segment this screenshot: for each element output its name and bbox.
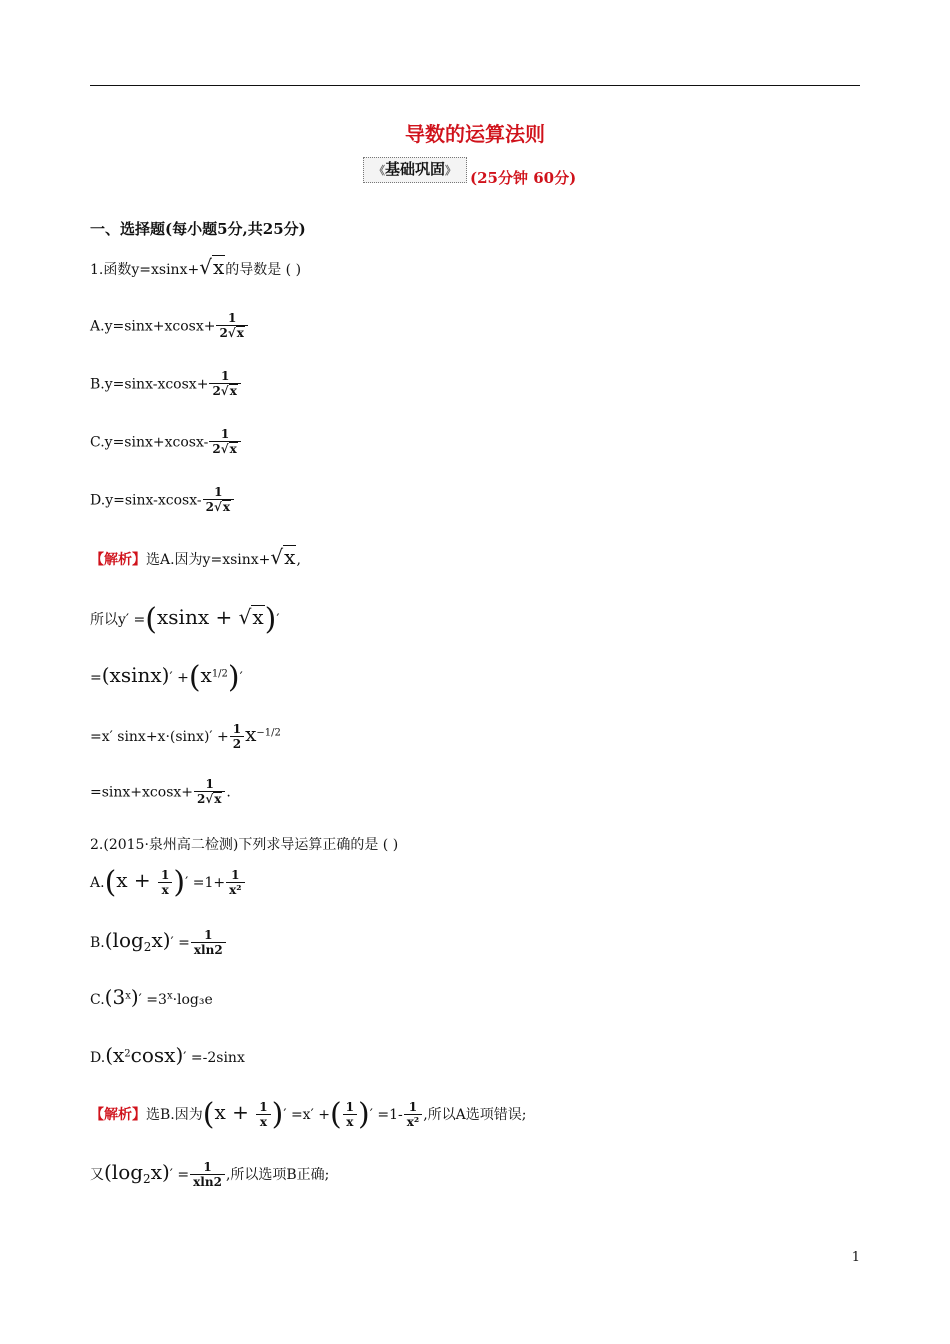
analysis-2-line2: 又(log2x)′ = $\frac{1}{xln2}$ ,所以选项B正确; bbox=[90, 1159, 330, 1189]
analysis-2: 【解析】选B.因为(x + $\frac{1}{x}$ )′ =x′ +( $\frac{1}{x}$ )′ =1- $\frac{1}{\text{x²}}$ ,所以A选项错误; bbox=[90, 1097, 527, 1132]
analysis-1-step3: =x′ sinx+x·(sinx)′ + $\frac{1}{2}$ $x^{-1/2}$ bbox=[90, 721, 281, 751]
page-number: 1 bbox=[851, 1250, 860, 1265]
question-2-stem: 2.(2015·泉州高二检测)下列求导运算正确的是 ( ) bbox=[90, 837, 399, 853]
question-1-stem: 1.函数y=xsinx+√x的导数是 ( ) bbox=[90, 255, 302, 279]
analysis-1-step2: $=(xsinx)' +(x^{1/2})'$ bbox=[90, 660, 243, 695]
option-2c: $C.(3^x)' =3^x\cdot\log_3e$ bbox=[90, 985, 213, 1009]
section-badge: 《基础巩固》 bbox=[363, 157, 467, 183]
analysis-1: 【解析】选A.因为y=xsinx+√x, bbox=[90, 545, 301, 569]
section-heading: 一、选择题(每小题5分,共25分) bbox=[90, 220, 306, 238]
top-rule bbox=[90, 85, 860, 86]
option-1c: C.y=sinx+xcosx- $\frac{1}{2√x}$ bbox=[90, 428, 242, 457]
option-1b: B.y=sinx-xcosx+ $\frac{1}{2√x}$ bbox=[90, 370, 242, 399]
option-1d: D.y=sinx-xcosx- $\frac{1}{2√x}$ bbox=[90, 486, 235, 515]
analysis-1-step4: =sinx+xcosx+ $\frac{1}{2√x}$ . bbox=[90, 777, 231, 806]
time-score: (25分钟 60分) bbox=[470, 169, 577, 187]
page-title: 导数的运算法则 bbox=[405, 122, 545, 146]
option-2b: B.(log2x)′ = $\frac{1}{xln2}$ bbox=[90, 928, 227, 958]
option-2d: $D.(x^2\cos x)' =-2\sin x$ bbox=[90, 1043, 245, 1067]
option-2a: A.(x + $\frac{1}{x}$ )′ =1+ $\frac{1}{\text{x²}}$ bbox=[90, 868, 246, 898]
analysis-1-step1: 所以y′ =(xsinx + √x)′ bbox=[90, 602, 280, 637]
option-1a: A.y=sinx+xcosx+ $\frac{1}{2√x}$ bbox=[90, 312, 249, 341]
